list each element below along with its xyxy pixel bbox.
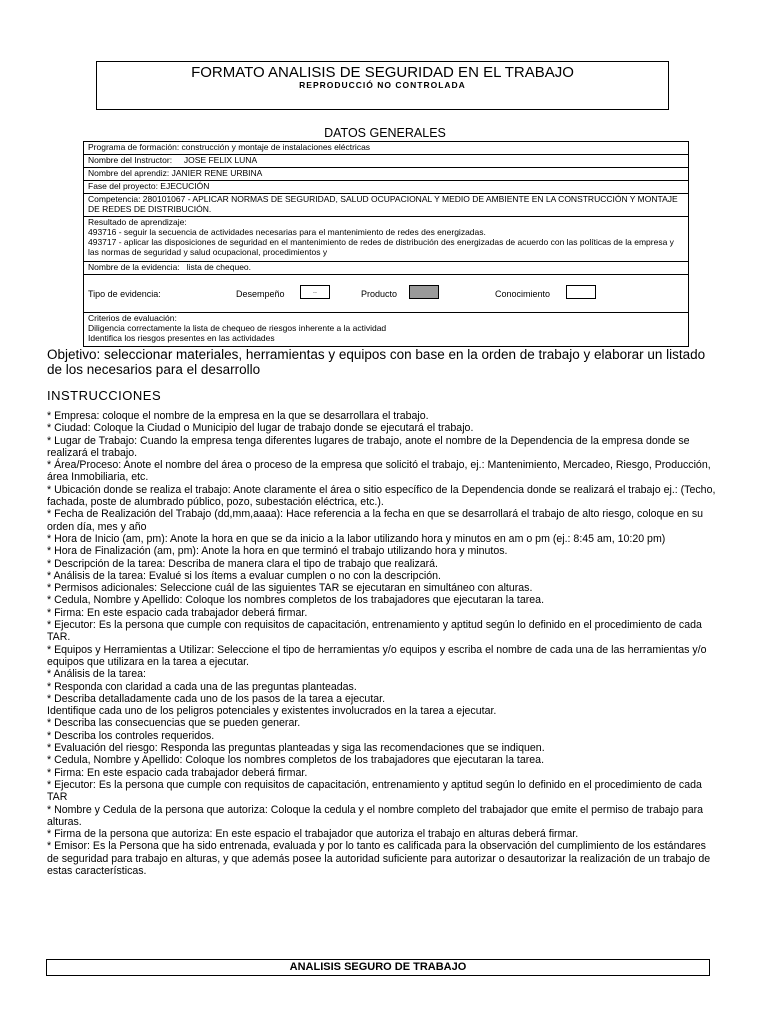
datos-generales-title: DATOS GENERALES xyxy=(324,126,446,140)
objetivo-text: Objetivo: seleccionar materiales, herramientas y equipos con base en la orden de trabajo y elaborar un listado de los necesarios para el desarrollo xyxy=(47,347,706,377)
instruction-item: * Análisis de la tarea: Evalué si los ítems a evaluar cumplen o no con la descripción. xyxy=(47,569,441,582)
desempeno-label: Desempeño xyxy=(236,289,285,299)
instruction-item: * Empresa: coloque el nombre de la empresa en la que se desarrollara el trabajo. xyxy=(47,410,429,422)
programa-row xyxy=(84,142,688,155)
criterio-item-1: Diligencia correctamente la lista de chequeo de riesgos inherente a la actividad xyxy=(88,323,387,333)
document-subtitle: REPRODUCCIÓ NO CONTROLADA xyxy=(299,80,466,90)
instruction-item: * Emisor: Es la Persona que ha sido entrenada, evaluada y por lo tanto es calificada para la observación del cumplimiento de los estándares de seguridad para trabajo en alturas, y que además posee la autoridad suficiente para autorizar o desautorizar la realización de un trabajo de estas características. xyxy=(47,840,711,877)
instruction-item: * Firma de la persona que autoriza: En este espacio el trabajador que autoriza el trabajo en alturas deberá firmar. xyxy=(47,828,579,841)
instruction-item: * Describa detalladamente cada uno de los pasos de la tarea a ejecutar. xyxy=(47,692,386,705)
fase-row xyxy=(84,181,688,194)
instruction-item: * Ejecutor: Es la persona que cumple con requisitos de capacitación, entrenamiento y aptitud según lo definido en el procedimiento de cada TAR. xyxy=(47,619,702,644)
instructor-row xyxy=(84,155,688,168)
fase-text: Fase del proyecto: EJECUCIÓN xyxy=(88,181,210,191)
instruction-item: * Evaluación del riesgo: Responda las preguntas planteadas y siga las recomendaciones que se indiquen. xyxy=(47,742,545,755)
instruction-item: * Responda con claridad a cada una de las preguntas planteadas. xyxy=(47,680,357,693)
resultado-item-1: 493716 - seguir la secuencia de actividades necesarias para el mantenimiento de redes des energizadas. xyxy=(88,227,486,237)
instruction-item: * Área/Proceso: Anote el nombre del área o proceso de la empresa que solicitó el trabajo, ej.: Mantenimiento, Mercadeo, Riesgo, Producción, área Inmobiliaria, etc. xyxy=(47,459,711,484)
resultado-item-2: 493717 - aplicar las disposiciones de seguridad en el mantenimiento de redes de distribución des energizadas de acuerdo con las políticas de la empresa y las normas de seguridad y salud ocupacional, procedimientos y xyxy=(88,237,674,257)
instruction-item: * Cedula, Nombre y Apellido: Coloque los nombres completos de los trabajadores que ejecutaran la tarea. xyxy=(47,594,545,607)
instructor-text: Nombre del Instructor: JOSE FELIX LUNA xyxy=(88,155,258,165)
instruction-item: * Firma: En este espacio cada trabajador deberá firmar. xyxy=(47,766,308,779)
instruction-item: * Hora de Inicio (am, pm): Anote la hora en que se da inicio a la labor utilizando hora y minutos en am o pm (ej.: 8:45 am, 10:20 pm) xyxy=(47,532,666,545)
instruction-item: * Describa las consecuencias que se pueden generar. xyxy=(47,717,301,730)
instruction-item: * Lugar de Trabajo: Cuando la empresa tenga diferentes lugares de trabajo, anote el nombre de la Dependencia de la empresa donde se realizará el trabajo. xyxy=(47,434,690,459)
instruction-item: * Ciudad: Coloque la Ciudad o Municipio del lugar de trabajo donde se ejecutará el trabajo. xyxy=(47,422,474,435)
producto-label: Producto xyxy=(361,289,398,299)
tipo-evidencia-label: Tipo de evidencia: xyxy=(88,289,161,299)
resultado-row xyxy=(84,217,688,262)
aprendiz-row xyxy=(84,168,688,181)
evidencia-nombre-row xyxy=(84,262,688,275)
document-header xyxy=(96,61,669,110)
aprendiz-text: Nombre del aprendiz: JANIER RENE URBINA xyxy=(88,168,263,178)
instruction-item: * Fecha de Realización del Trabajo (dd,mm,aaaa): Hace referencia a la fecha en que se desarrollará el trabajo de alto riesgo, coloque en su orden día, mes y año xyxy=(47,508,704,533)
criterios-label: Criterios de evaluación: xyxy=(88,313,177,323)
resultado-label: Resultado de aprendizaje: xyxy=(88,217,187,227)
instruction-item: * Ejecutor: Es la persona que cumple con requisitos de capacitación, entrenamiento y aptitud según lo definido en el procedimiento de cada TAR xyxy=(47,778,702,804)
instrucciones-title: INSTRUCCIONES xyxy=(47,388,162,403)
instruction-item: * Permisos adicionales: Seleccione cuál de las siguientes TAR se ejecutaran en simultáneo con alturas. xyxy=(47,582,533,595)
tipo-evidencia-row xyxy=(84,275,688,313)
conocimiento-checkbox[interactable] xyxy=(566,285,596,299)
instruction-item: * Hora de Finalización (am, pm): Anote la hora en que terminó el trabajo utilizando hora y minutos. xyxy=(47,545,508,558)
instruction-item: * Descripción de la tarea: Describa de manera clara el tipo de trabajo que realizará. xyxy=(47,557,439,570)
instruction-item: * Equipos y Herramientas a Utilizar: Seleccione el tipo de herramientas y/o equipos y escriba el nombre de cada una de las herramientas y/o equipos que utilizara en la tarea a ejecutar. xyxy=(47,643,707,668)
datos-generales-table xyxy=(83,141,689,347)
instruction-item: Identifique cada uno de los peligros potenciales y existentes involucrados en la tarea a ejecutar. xyxy=(47,705,497,718)
producto-checkbox[interactable] xyxy=(409,285,439,299)
analisis-seguro-title: ANALISIS SEGURO DE TRABAJO xyxy=(46,959,710,976)
criterios-row xyxy=(84,313,688,346)
document-title: FORMATO ANALISIS DE SEGURIDAD EN EL TRABAJO xyxy=(191,64,574,81)
conocimiento-label: Conocimiento xyxy=(495,289,551,299)
instrucciones-list xyxy=(47,410,717,877)
instruction-item: * Firma: En este espacio cada trabajador deberá firmar. xyxy=(47,606,308,619)
instruction-item: * Nombre y Cedula de la persona que autoriza: Coloque la cedula y el nombre completo del trabajador que emite el permiso de trabajo para alturas. xyxy=(47,803,704,828)
instruction-item: * Ubicación donde se realiza el trabajo: Anote claramente el área o sitio específico de la Dependencia donde se realizará el trabajo ej.: (Techo, fachada, poste de alumbrado público, pozo, subestación eléctrica, etc.). xyxy=(47,483,716,509)
competencia-row xyxy=(84,194,688,217)
evidencia-nombre-text: Nombre de la evidencia: lista de chequeo. xyxy=(88,262,252,272)
criterio-item-2: Identifica los riesgos presentes en las actividades xyxy=(88,333,275,343)
competencia-text: Competencia: 280101067 - APLICAR NORMAS DE SEGURIDAD, SALUD OCUPACIONAL Y MEDIO DE AMBIENTE EN LA CONSTRUCCIÓN Y MONTAJE DE REDES DE DISTRIBUCIÓN. xyxy=(88,194,678,214)
instruction-item: * Análisis de la tarea: xyxy=(47,668,146,681)
instruction-item: * Describa los controles requeridos. xyxy=(47,729,215,742)
desempeno-checkbox[interactable]: .. xyxy=(300,285,330,299)
programa-text: Programa de formación: construcción y montaje de instalaciones eléctricas xyxy=(88,142,371,152)
instruction-item: * Cedula, Nombre y Apellido: Coloque los nombres completos de los trabajadores que ejecutaran la tarea. xyxy=(47,754,545,767)
